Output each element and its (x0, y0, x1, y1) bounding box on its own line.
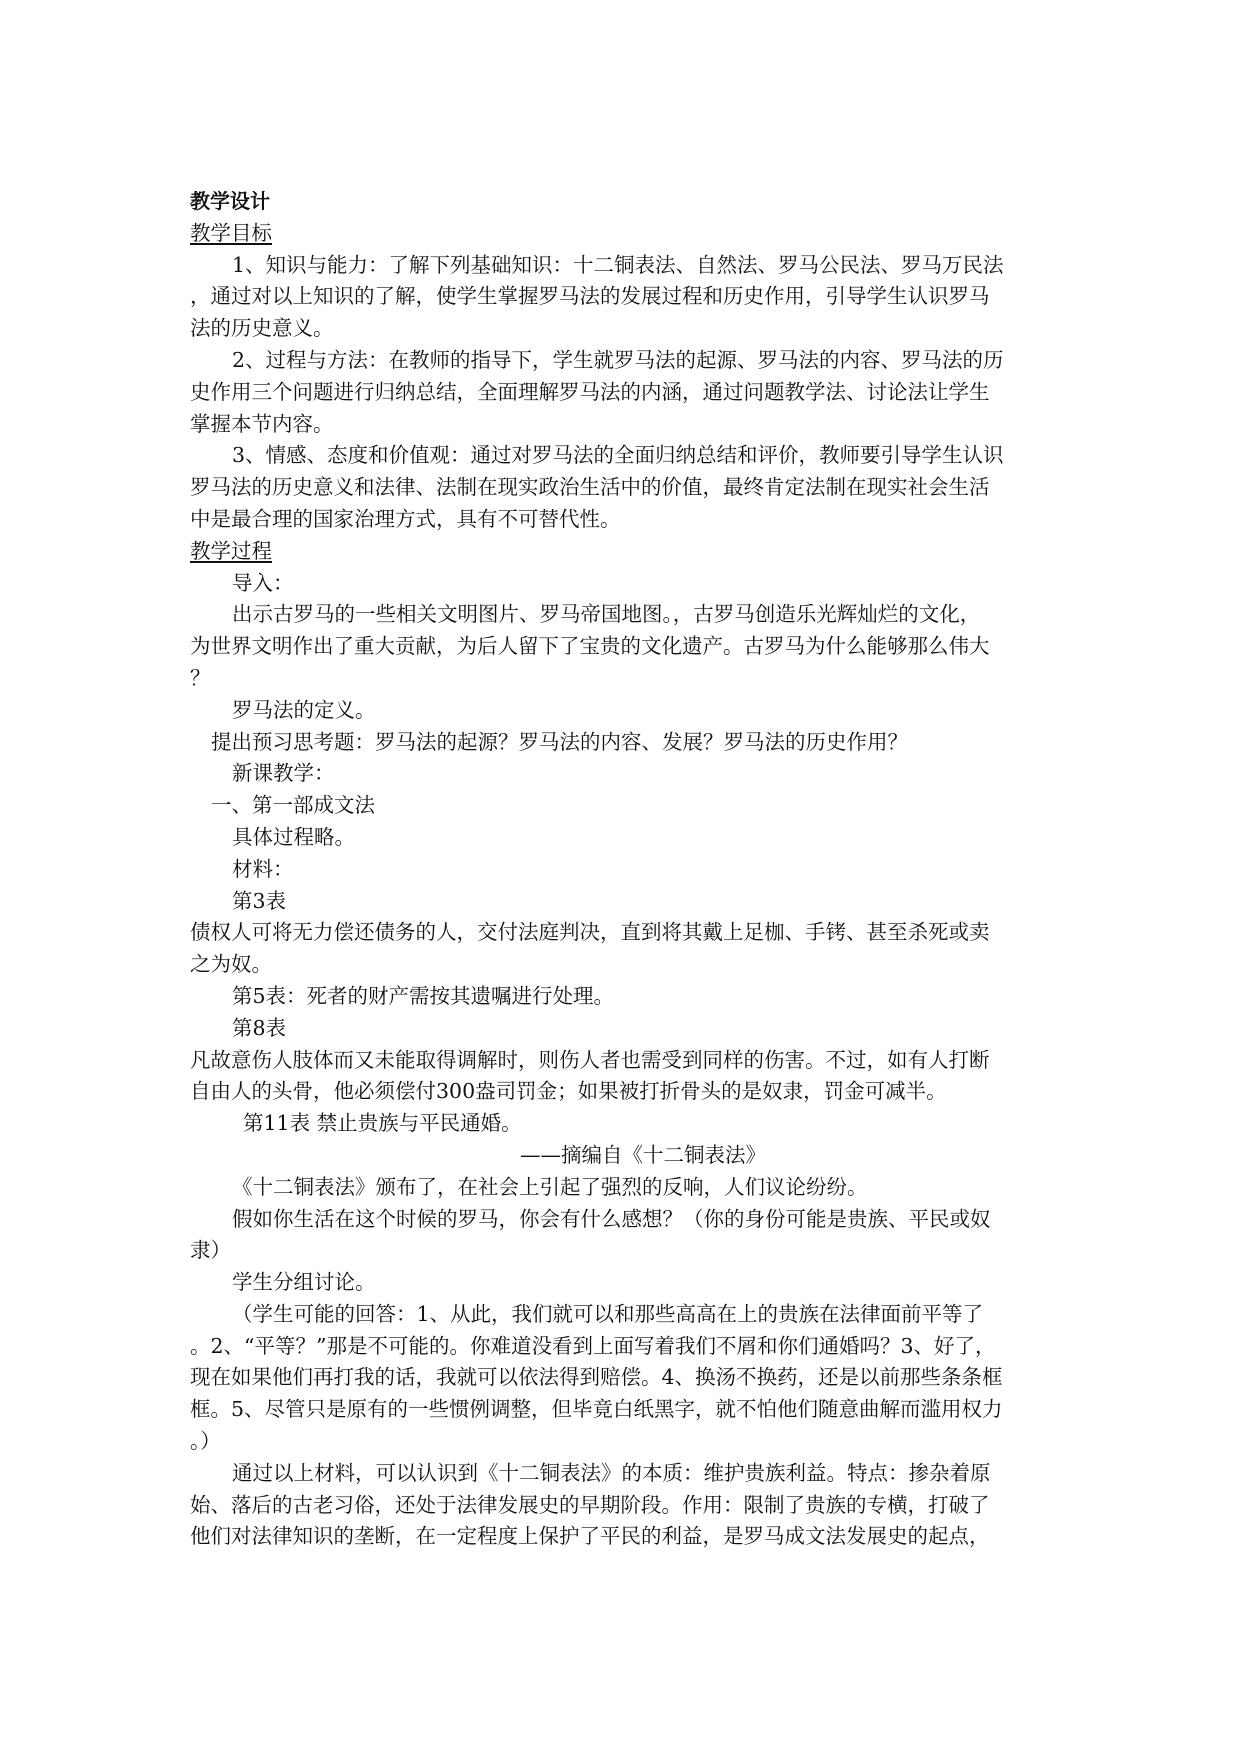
table-3-line-2: 之为奴。 (190, 952, 272, 977)
discussion-line: 学生分组讨论。 (232, 1270, 376, 1295)
process-heading: 教学过程 (190, 538, 272, 563)
goal-2-line-2: 史作用三个问题进行归纳总结，全面理解罗马法的内涵，通过问题教学法、讨论法让学生 (190, 379, 990, 404)
goals-heading: 教学目标 (190, 220, 272, 245)
new-lesson-line: 新课教学： (232, 761, 335, 786)
table-11-line: 第11表 禁止贵族与平民通婚。 (243, 1111, 522, 1136)
table-8-line-2: 自由人的头骨，他必须偿付300盎司罚金；如果被打折骨头的是奴隶，罚金可减半。 (190, 1079, 947, 1104)
process-omitted-line: 具体过程略。 (232, 824, 355, 849)
goal-1-line-1: 1、知识与能力：了解下列基础知识：十二铜表法、自然法、罗马公民法、罗马万民法 (232, 252, 1004, 277)
definition-line: 罗马法的定义。 (232, 697, 376, 722)
reaction-line: 《十二铜表法》颁布了，在社会上引起了强烈的反响，人们议论纷纷。 (232, 1174, 868, 1199)
goal-3-line-2: 罗马法的历史意义和法律、法制在现实政治生活中的价值，最终肯定法制在现实社会生活 (190, 475, 990, 500)
question-line-1: 假如你生活在这个时候的罗马，你会有什么感想？（你的身份可能是贵族、平民或奴 (232, 1206, 991, 1231)
table-5-line: 第5表：死者的财产需按其遗嘱进行处理。 (232, 983, 615, 1008)
preview-questions-line: 提出预习思考题：罗马法的起源？罗马法的内容、发展？罗马法的历史作用？ (211, 729, 908, 754)
goal-1-line-3: 法的历史意义。 (190, 316, 334, 341)
intro-line-2: 为世界文明作出了重大贡献，为后人留下了宝贵的文化遗产。古罗马为什么能够那么伟大 (190, 634, 990, 659)
answers-line-5: 。） (190, 1429, 221, 1454)
goal-2-line-1: 2、过程与方法：在教师的指导下，学生就罗马法的起源、罗马法的内容、罗马法的历 (232, 347, 1004, 372)
section-1-title: 一、第一部成文法 (211, 793, 375, 818)
answers-line-1: （学生可能的回答：1、从此，我们就可以和那些高高在上的贵族在法律面前平等了 (232, 1301, 984, 1326)
conclusion-line-3: 他们对法律知识的垄断，在一定程度上保护了平民的利益，是罗马成文法发展史的起点， (190, 1524, 990, 1549)
source-attribution: ——摘编自《十二铜表法》 (520, 1142, 766, 1167)
intro-line-3: ？ (190, 665, 211, 690)
document-title: 教学设计 (190, 189, 270, 213)
goal-3-line-1: 3、情感、态度和价值观：通过对罗马法的全面归纳总结和评价，教师要引导学生认识 (232, 443, 1004, 468)
table-3-line-1: 债权人可将无力偿还债务的人，交付法庭判决，直到将其戴上足枷、手铐、甚至杀死或卖 (190, 920, 990, 945)
answers-line-2: 。2、“平等？”那是不可能的。你难道没看到上面写着我们不屑和你们通婚吗？3、好了， (190, 1333, 996, 1358)
goal-2-line-3: 掌握本节内容。 (190, 411, 334, 436)
material-label: 材料： (232, 856, 294, 881)
table-8-line-1: 凡故意伤人肢体而又未能取得调解时，则伤人者也需受到同样的伤害。不过，如有人打断 (190, 1047, 990, 1072)
answers-line-4: 框。5、尽管只是原有的一些惯例调整，但毕竟白纸黑字，就不怕他们随意曲解而滥用权力 (190, 1397, 1003, 1422)
intro-label: 导入： (232, 570, 294, 595)
conclusion-line-2: 始、落后的古老习俗，还处于法律发展史的早期阶段。作用：限制了贵族的专横，打破了 (190, 1492, 990, 1517)
document-body (190, 186, 1050, 1553)
answers-line-3: 现在如果他们再打我的话，我就可以依法得到赔偿。4、换汤不换药，还是以前那些条条框 (190, 1365, 1003, 1390)
table-8-label: 第8表 (232, 1015, 287, 1040)
goal-1-line-2: ，通过对以上知识的了解，使学生掌握罗马法的发展过程和历史作用，引导学生认识罗马 (190, 284, 990, 309)
table-3-label: 第3表 (232, 888, 287, 913)
conclusion-line-1: 通过以上材料，可以认识到《十二铜表法》的本质：维护贵族利益。特点：掺杂着原 (232, 1460, 991, 1485)
question-line-2: 隶） (190, 1238, 231, 1263)
intro-line-1: 出示古罗马的一些相关文明图片、罗马帝国地图。，古罗马创造乐光辉灿烂的文化， (232, 602, 981, 627)
goal-3-line-3: 中是最合理的国家治理方式，具有不可替代性。 (190, 506, 621, 531)
